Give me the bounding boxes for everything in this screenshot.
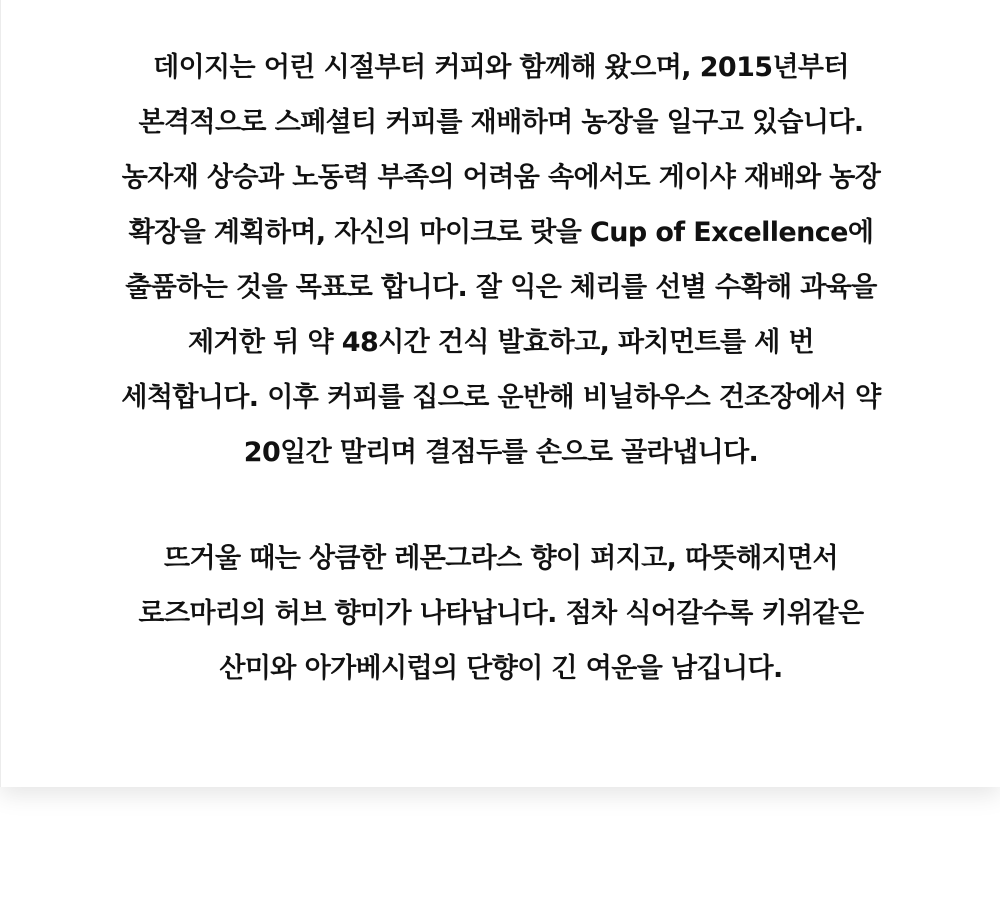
text-line: 확장을 계획하며, 자신의 마이크로 랏을 Cup of Excellence에 [128,217,874,248]
text-line: 출품하는 것을 목표로 합니다. 잘 익은 체리를 선별 수확해 과육을 [125,272,877,303]
text-line: 농자재 상승과 노동력 부족의 어려움 속에서도 게이샤 재배와 농장 [121,162,881,193]
farm-story-paragraph [1,40,1000,480]
text-line: 20일간 말리며 결점두를 손으로 골라냅니다. [243,437,759,468]
text-line: 뜨거울 때는 상큼한 레몬그라스 향이 퍼지고, 따뜻해지면서 [163,543,839,574]
text-line: 세척합니다. 이후 커피를 집으로 운반해 비닐하우스 건조장에서 약 [121,382,881,413]
text-line: 로즈마리의 허브 향미가 나타납니다. 점차 식어갈수록 키위같은 [138,598,864,629]
tasting-notes-paragraph [1,531,1000,696]
text-line: 제거한 뒤 약 48시간 건식 발효하고, 파치먼트를 세 번 [187,327,815,358]
text-line: 산미와 아가베시럽의 단향이 긴 여운을 남깁니다. [219,653,783,684]
text-line: 데이지는 어린 시절부터 커피와 함께해 왔으며, 2015년부터 [153,52,849,83]
text-line: 본격적으로 스페셜티 커피를 재배하며 농장을 일구고 있습니다. [138,107,864,138]
